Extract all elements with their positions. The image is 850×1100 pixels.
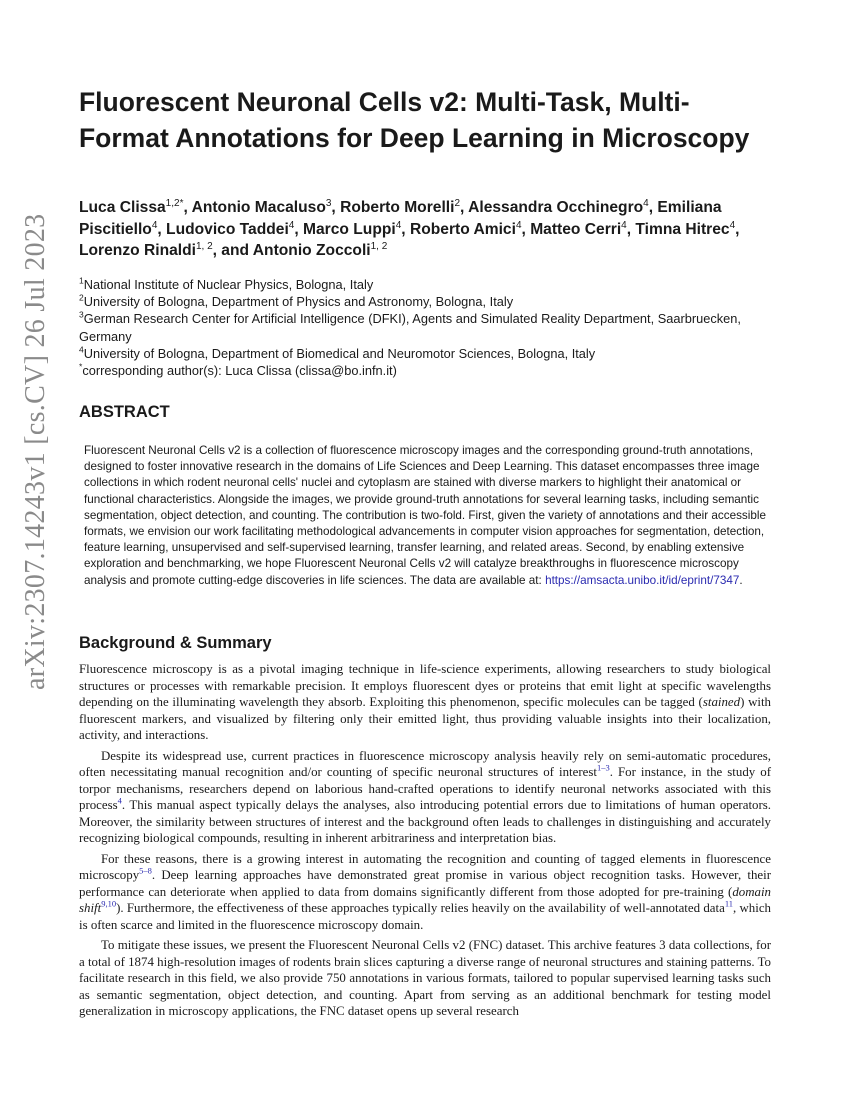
affiliation-1: $^1$National Institute of Nuclear Physics, Bologna, Italy (79, 275, 374, 292)
author-name: Antonio Zoccoli (252, 242, 371, 259)
author-name: Emiliana Piscitiello (79, 199, 722, 238)
citation-ref[interactable]: 9,10 (101, 898, 117, 909)
author-affiliation-mark: 4 (729, 219, 736, 231)
author-affiliation-mark: 4 (515, 219, 522, 231)
author-name: Lorenzo Rinaldi (79, 242, 196, 259)
author-name: Alessandra Occhinegro (468, 199, 644, 216)
citation-ref[interactable]: 4 (117, 795, 122, 806)
author-affiliation-mark: 1, 2 (195, 240, 213, 252)
author-name: Roberto Morelli (340, 199, 455, 216)
section-body (79, 661, 771, 1024)
citation-ref[interactable]: 11 (724, 898, 733, 909)
citation-ref[interactable]: 1–3 (596, 762, 610, 773)
corresponding-author: *corresponding author(s): Luca Clissa (clissa@bo.infn.it) (79, 361, 397, 379)
author-affiliation-mark: 4 (288, 219, 295, 231)
author-name: Ludovico Taddei (166, 220, 289, 238)
author-name: Timna Hitrec (635, 220, 730, 238)
author-affiliation-mark: 4 (621, 219, 627, 231)
author-name: Marco Luppi (303, 220, 396, 238)
author-affiliation-mark: 4 (151, 219, 158, 231)
affiliation-3: $^3$German Research Center for Artificial Intelligence (DFKI), Agents and Simulated Reality Department, Saarbruecken, Germany (79, 310, 741, 344)
paragraph-4: To mitigate these issues, we present the Fluorescent Neuronal Cells v2 (FNC) dataset. This archive features 3 data collections, for a total of 1874 high-resolution images of rodents brain slices capturing a diverse range of neuronal structures and staining patterns. To facilitate research in this field, we also provide 750 annotations in various formats, tailored to popular supervised learning tasks such as semantic segmentation, object detection, and counting. Apart from serving as an additional benchmark for testing model generalization in microscopy applications, the FNC dataset opens up several research (79, 938, 771, 1018)
affiliation-2: $^2$University of Bologna, Department of Physics and Astronomy, Bologna, Italy (79, 292, 514, 310)
author-name: Luca Clissa (79, 199, 166, 216)
paragraph-2: Despite its widespread use, current practices in fluorescence microscopy analysis heavily rely on semi-automatic procedures, often necessitating manual recognition and/or counting of specific neuronal structures of interest$^{1-3}$. For instance, in the study of torpor mechanisms, researchers depend on laborious hand-crafted operations to identify neuronal networks associated with this process$^4$. This manual aspect typically delays the analyses, also introducing potential errors due to limitations of human operators. Moreover, the similarity between structures of interest and the background often leads to challenges in distinguishing and accurately recognizing biological compounds, resulting in inherent arbitrariness and interpretation bias. (79, 748, 771, 845)
author-affiliation-mark: 1,2* (165, 197, 184, 209)
abstract-heading: ABSTRACT (79, 403, 170, 421)
abstract-text: Fluorescent Neuronal Cells v2 is a collection of fluorescence microscopy images and the corresponding ground-truth annotations, designed to foster innovative research in the domains of Life Sciences and Deep Learning. This dataset encompasses three image collections in which rodent neuronal cells' nuclei and cytoplasm are stained with diverse markers to highlight their anatomical or functional characteristics. Alongside the images, we provide ground-truth annotations for several learning tasks, including semantic segmentation, object detection, and counting. The contribution is two-fold. First, given the variety of annotations and their accessible formats, we envision our work facilitating methodological advancements in computer vision approaches for segmentation, detection, feature learning, unsupervised and self-supervised learning, transfer learning, and related areas. Second, by enabling extensive exploration and benchmarking, we hope Fluorescent Neuronal Cells v2 will catalyze breakthroughs in fluorescence microscopy analysis and promote cutting-edge discoveries in life sciences. The data are available at: https://amsacta.unibo.it/id/eprint/7347. (84, 444, 766, 587)
citation-ref[interactable]: 5–8 (139, 865, 152, 876)
paragraph-3: For these reasons, there is a growing interest in automating the recognition and counting of tagged elements in fluorescence microscopy$^{5-8}$. Deep learning approaches have demonstrated great promise in various object recognition tasks. However, their performance can deteriorate when applied to data from domains significantly different from those adopted for pre-training (domain shift$^{9,10}$). Furthermore, the effectiveness of these approaches typically relies heavily on the availability of well-annotated data$^{11}$, which is often scarce and limited in the fluorescence microscopy domain. (79, 851, 772, 932)
arxiv-stamp: arXiv:2307.14243v1 [cs.CV] 26 Jul 2023 (20, 213, 51, 690)
affiliation-4: $^4$University of Bologna, Department of Biomedical and Neuromotor Sciences, Bologna, Italy (79, 344, 596, 361)
paragraph-1: Fluorescence microscopy is as a pivotal imaging technique in life-science experiments, allowing researchers to study biological structures or processes with remarkable precision. It employs fluorescent dyes or proteins that emit light at specific wavelengths depending on the illuminating wavelength they absorb. Exploiting this phenomenon, specific molecules can be tagged (stained) with fluorescent markers, and visualized by filtering only their emitted light, thus providing valuable insights into their localization, activity, and interactions. (79, 662, 771, 742)
author-list: Luca Clissa$^{1,2*}$, Antonio Macaluso$^3$, Roberto Morelli$^2$, Alessandra Occhinegro$^4$, Emiliana Piscitiello$^4$, Ludovico Taddei$^4$, Marco Luppi$^4$, Roberto Amici$^4$, Matteo Cerri$^4$, Timna Hitrec$^4$, Lorenzo Rinaldi$^{1, 2}$, and Antonio Zoccoli$^{1, 2}$ (79, 197, 740, 259)
author-affiliation-mark: 1, 2 (370, 240, 388, 252)
author-affiliation-mark: 4 (643, 197, 649, 209)
author-name: Antonio Macaluso (191, 199, 326, 216)
author-affiliation-mark: 2 (454, 197, 461, 209)
author-name: Roberto Amici (409, 220, 516, 238)
paper-title: Fluorescent Neuronal Cells v2: Multi-Task, Multi-Format Annotations for Deep Learning in Microscopy (79, 87, 750, 153)
author-affiliation-mark: 3 (325, 197, 332, 209)
author-name: Matteo Cerri (530, 220, 622, 238)
data-link[interactable]: https://amsacta.unibo.it/id/eprint/7347 (545, 573, 740, 587)
affiliation-list (79, 276, 779, 379)
section-heading-background: Background & Summary (79, 634, 272, 652)
author-affiliation-mark: 4 (395, 219, 402, 231)
